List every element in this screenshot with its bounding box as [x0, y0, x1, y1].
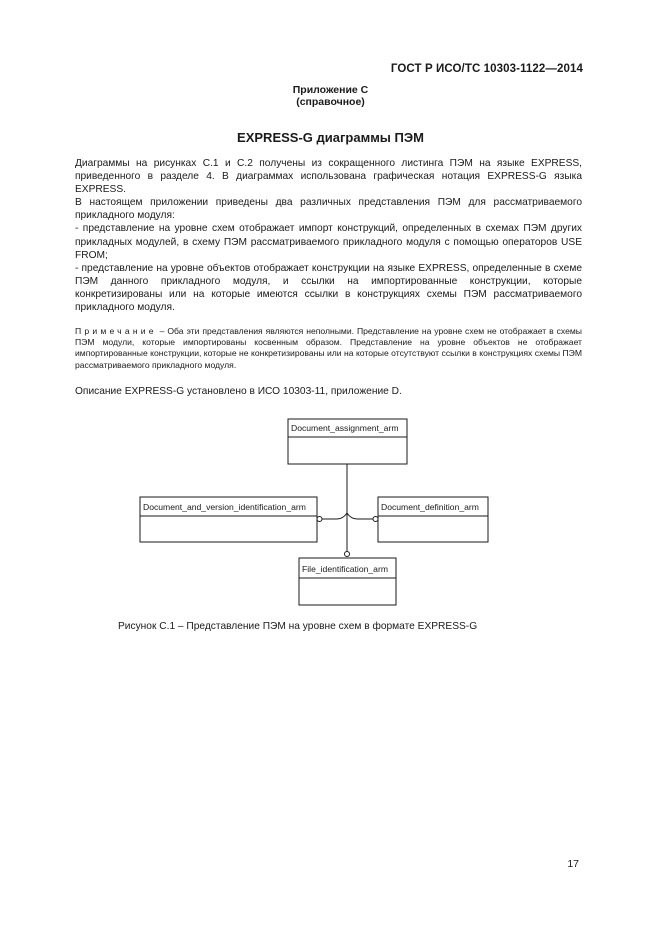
note-dash: –: [159, 326, 165, 336]
paragraph-2: В настоящем приложении приведены два различных представления ПЭМ для рассматриваемого прикладного модуля:: [75, 197, 582, 222]
figure-caption: Рисунок С.1 – Представление ПЭМ на уровне схем в формате EXPRESS-G: [118, 621, 478, 632]
section-title: EXPRESS-G диаграммы ПЭМ: [237, 130, 424, 145]
annex-subtitle: (справочное): [296, 96, 365, 108]
annex-title: Приложение С: [292, 84, 369, 96]
paragraph-1: Диаграммы на рисунках С.1 и С.2 получены из сокращенного листинга ПЭМ на языке EXPRESS, приведенного в разделе 4. В диаграммах использована графическая нотация EXPRESS-G языка EXPRESS.: [75, 158, 582, 196]
box-label-bottom: File_identification_arm: [302, 564, 388, 574]
box-label-left: Document_and_version_identification_arm: [143, 502, 306, 512]
connector-end-right: [373, 517, 378, 522]
connector-end-bottom: [345, 552, 350, 557]
page-number: 17: [567, 858, 579, 870]
connector-right: [347, 513, 373, 519]
connector-left: [322, 513, 347, 519]
paragraph-3: - представление на уровне схем отображает импорт конструкций, определенных в схемах ПЭМ других прикладных модулей, в схему ПЭМ рассматриваемого прикладного модуля с помощью операторов USE FROM;: [75, 223, 582, 261]
standard-code: ГОСТ Р ИСО/ТС 10303-1122—2014: [390, 63, 583, 75]
paragraph-4: - представление на уровне объектов отображает конструкции на языке EXPRESS, определенные в схеме ПЭМ данного прикладного модуля, и ссылки на импортированные конструкции, которые конкретизированы или на которые имеются ссылки в конструкциях схемы ПЭМ рассматриваемого прикладного модуля.: [75, 262, 582, 314]
box-label-right: Document_definition_arm: [381, 502, 479, 512]
reference-line: Описание EXPRESS-G установлено в ИСО 10303-11, приложение D.: [75, 386, 402, 397]
box-label-top: Document_assignment_arm: [291, 423, 399, 433]
note-label: Примечание: [75, 326, 157, 336]
note-text: Оба эти представления являются неполными. Представление на уровне схем не отображает в схемы ПЭМ модули, которые импортированы косвенным образом. Представление на уровне объектов не отображает импортированные конструкции, которые не конкретизированы или на которые отсутствуют ссылки в конструкциях схемы ПЭМ рассматриваемого прикладного модуля.: [75, 326, 582, 370]
connector-end-left: [317, 517, 322, 522]
